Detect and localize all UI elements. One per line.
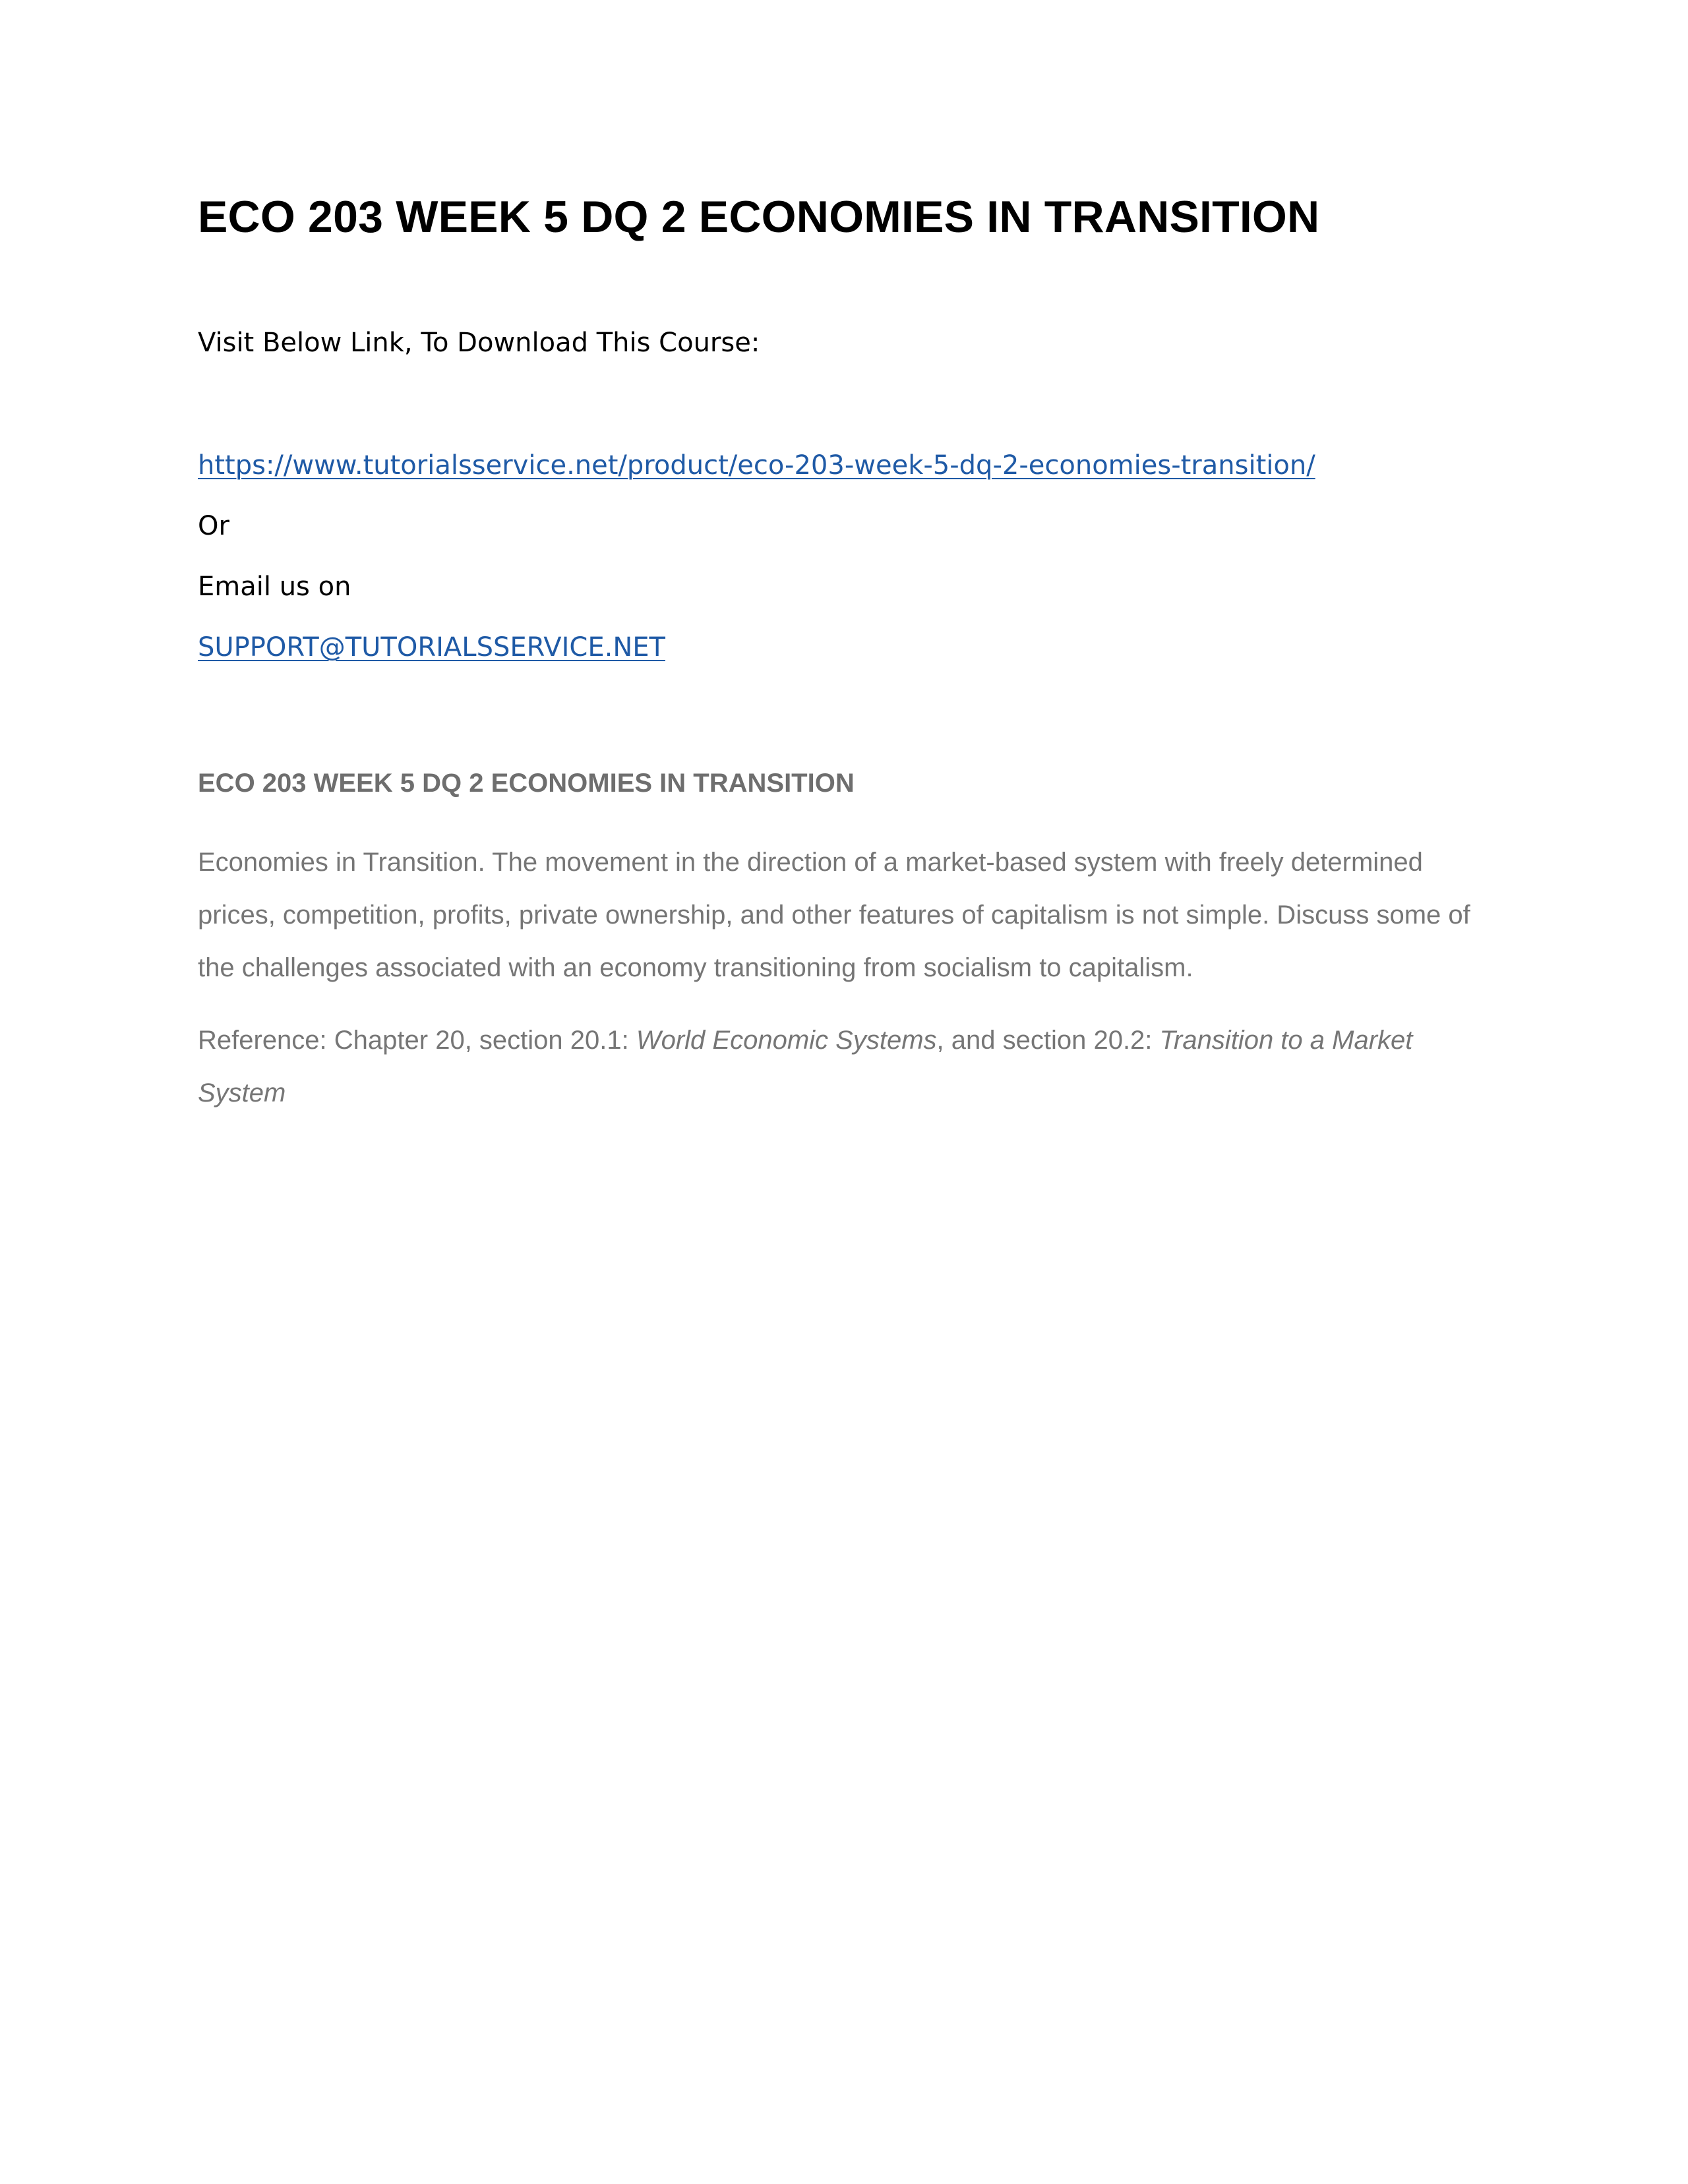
document-title: ECO 203 WEEK 5 DQ 2 ECONOMIES IN TRANSITION [198, 192, 1320, 242]
support-email-line [198, 632, 1490, 663]
question-paragraph: Economies in Transition. The movement in the direction of a market-based system with freely determined prices, competition, profits, private ownership, and other features of capitalism is not simple. Discuss some of the challenges associated with an economy transitioning from socialism to capitalism. [198, 848, 1470, 983]
reference-section-1: World Economic Systems [636, 1026, 937, 1055]
visit-instruction: Visit Below Link, To Download This Course: [198, 328, 760, 359]
document-content [198, 191, 1490, 1119]
or-text: Or [198, 511, 229, 542]
section-title: ECO 203 WEEK 5 DQ 2 ECONOMIES IN TRANSITION [198, 769, 855, 798]
reference-middle: , and section 20.2: [936, 1026, 1160, 1055]
reference-paragraph [198, 1014, 1490, 1119]
email-prompt: Email us on [198, 572, 351, 603]
course-link-line [198, 450, 1490, 481]
support-email-link[interactable]: SUPPORT@TUTORIALSSERVICE.NET [198, 632, 665, 663]
reference-prefix: Reference: Chapter 20, section 20.1: [198, 1026, 636, 1055]
course-link[interactable]: https://www.tutorialsservice.net/product/eco-203-week-5-dq-2-economies-transition/ [198, 450, 1315, 481]
reference-section-2: Transition to a Market System [198, 1026, 1413, 1108]
